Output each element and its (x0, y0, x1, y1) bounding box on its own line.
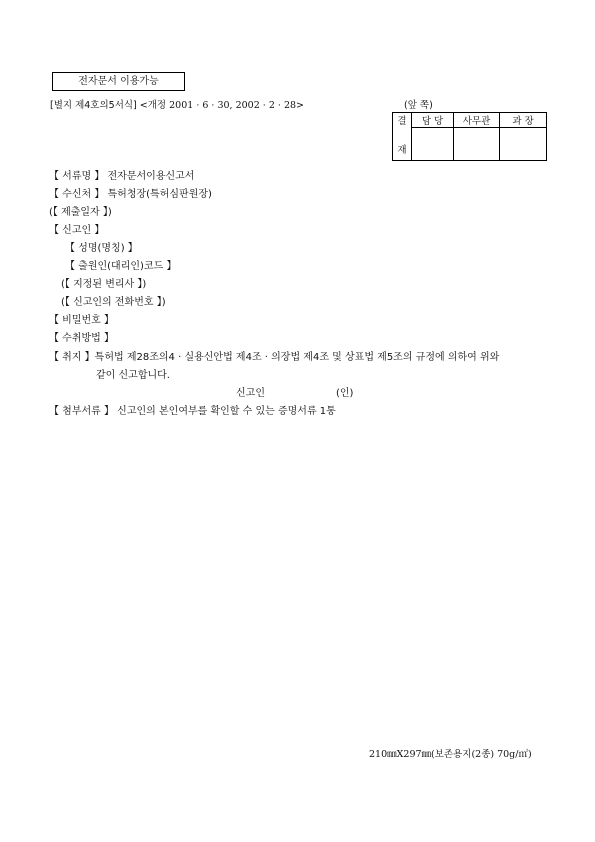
approval-sign-staff[interactable] (412, 128, 454, 161)
form-number: [별지 제4호의5서식] (50, 100, 137, 111)
electronic-document-label: 전자문서 이용가능 (52, 72, 185, 91)
approval-col-officer: 사무관 (454, 113, 500, 128)
approval-sign-chief[interactable] (500, 128, 547, 161)
seal-mark: (인) (336, 388, 354, 399)
paper-spec: 210㎜X297㎜(보존용지(2종) 70g/㎡) (369, 749, 532, 760)
name-field: 【 성명(명칭) 】 (65, 243, 138, 254)
form-identifier (50, 97, 304, 111)
password-field: 【 비밀번호 】 (49, 315, 114, 326)
approval-col-chief: 과 장 (500, 113, 547, 128)
attachments-field: 【 첨부서류 】 신고인의 본인여부를 확인할 수 있는 증명서류 1통 (49, 406, 336, 417)
designated-attorney-field: (【 지정된 변리사 】) (61, 279, 147, 290)
receive-method-field: 【 수취방법 】 (49, 333, 114, 344)
submit-date-field: (【 제출일자 】) (49, 207, 112, 218)
purpose-statement: 【 취지 】특허법 제28조의4 · 실용신안법 제4조 · 의장법 제4조 및 상표법 제5조의 규정에 의하여 위와 (49, 352, 500, 363)
signature-label: 신고인 (236, 388, 265, 399)
purpose-statement-continued: 같이 신고합니다. (96, 370, 170, 381)
phone-field: (【 신고인의 전화번호 】) (61, 297, 166, 308)
recipient-field: 【 수신처 】 특허청장(특허심판원장) (49, 189, 212, 200)
doc-name-field: 【 서류명 】 전자문서이용신고서 (49, 171, 195, 182)
applicant-code-field: 【 출원인(대리인)코드 】 (65, 261, 177, 272)
approval-col-staff: 담 당 (412, 113, 454, 128)
approval-label-cell (393, 113, 412, 161)
revision-history: <개정 2001 · 6 · 30, 2002 · 2 · 28> (139, 100, 304, 111)
reporter-field: 【 신고인 】 (49, 225, 105, 236)
approval-label-bottom: 재 (397, 144, 407, 156)
approval-table (392, 112, 547, 161)
approval-sign-officer[interactable] (454, 128, 500, 161)
side-label: (앞 쪽) (404, 100, 433, 111)
approval-label-top: 결 (397, 115, 407, 127)
